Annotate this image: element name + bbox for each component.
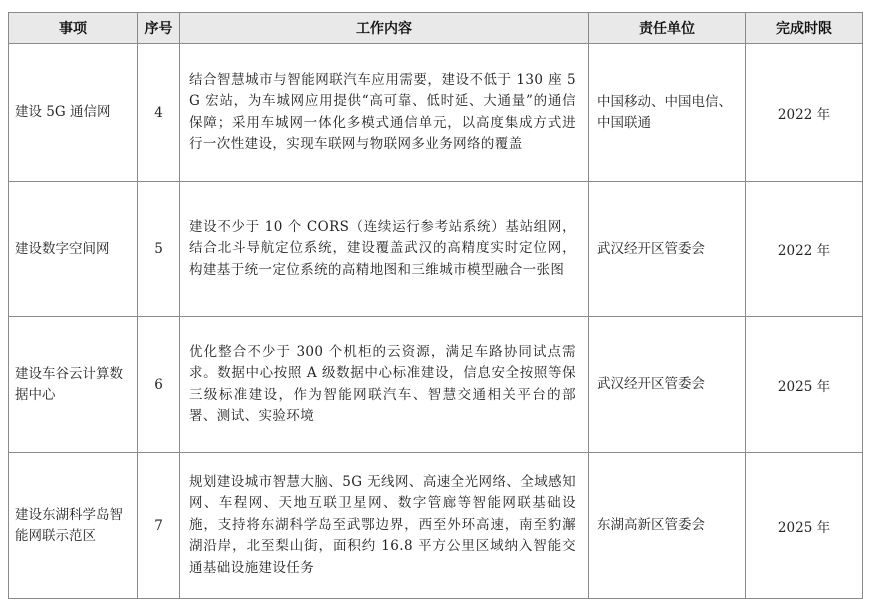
deadline-cell: 2025 年 — [746, 317, 863, 453]
seq-cell: 6 — [138, 317, 180, 453]
unit-cell: 武汉经开区管委会 — [589, 182, 746, 317]
work-plan-table — [8, 12, 863, 599]
content-cell: 结合智慧城市与智能网联汽车应用需要，建设不低于 130 座 5G 宏站，为车城网应用提供“高可靠、低时延、大通量”的通信保障；采用车城网一体化多模式通信单元，以高度集成方式进行一次性建设，实现车联网与物联网多业务网络的覆盖 — [180, 44, 589, 182]
seq-cell: 4 — [138, 44, 180, 182]
table-header-row — [9, 13, 863, 44]
unit-cell: 中国移动、中国电信、中国联通 — [589, 44, 746, 182]
header-deadline: 完成时限 — [746, 13, 863, 44]
header-content: 工作内容 — [180, 13, 589, 44]
item-cell: 建设车谷云计算数据中心 — [9, 317, 138, 453]
content-cell: 优化整合不少于 300 个机柜的云资源，满足车路协同试点需求。数据中心按照 A 级数据中心标准建设，信息安全按照等保三级标准建设，作为智能网联汽车、智慧交通相关平台的部署、测试、实验环境 — [180, 317, 589, 453]
deadline-cell: 2025 年 — [746, 453, 863, 599]
deadline-cell: 2022 年 — [746, 44, 863, 182]
document-page — [8, 12, 862, 599]
table-row — [9, 453, 863, 599]
seq-cell: 7 — [138, 453, 180, 599]
unit-cell: 东湖高新区管委会 — [589, 453, 746, 599]
table-row — [9, 182, 863, 317]
item-cell: 建设数字空间网 — [9, 182, 138, 317]
content-cell: 规划建设城市智慧大脑、5G 无线网、高速全光网络、全域感知网、车程网、天地互联卫星网、数字管廊等智能网联基础设施，支持将东湖科学岛至武鄂边界，西至外环高速，南至豹澥湖沿岸，北至梨山街，面积约 16.8 平方公里区域纳入智能交通基础设施建设任务 — [180, 453, 589, 599]
item-cell: 建设东湖科学岛智能网联示范区 — [9, 453, 138, 599]
deadline-cell: 2022 年 — [746, 182, 863, 317]
header-item: 事项 — [9, 13, 138, 44]
header-seq: 序号 — [138, 13, 180, 44]
item-cell: 建设 5G 通信网 — [9, 44, 138, 182]
header-unit: 责任单位 — [589, 13, 746, 44]
table-row — [9, 44, 863, 182]
seq-cell: 5 — [138, 182, 180, 317]
unit-cell: 武汉经开区管委会 — [589, 317, 746, 453]
table-row — [9, 317, 863, 453]
content-cell: 建设不少于 10 个 CORS（连续运行参考站系统）基站组网，结合北斗导航定位系统，建设覆盖武汉的高精度实时定位网，构建基于统一定位系统的高精地图和三维城市模型融合一张图 — [180, 182, 589, 317]
